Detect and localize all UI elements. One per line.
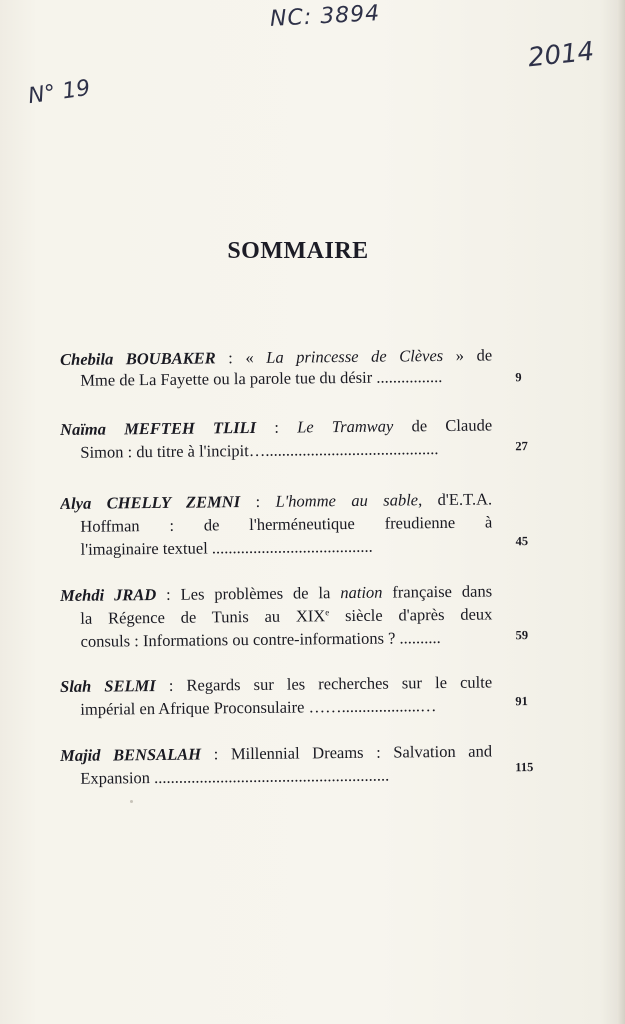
toc-entry-line	[60, 760, 540, 789]
entry-work-title: nation	[340, 582, 383, 603]
toc-entry-line	[60, 740, 492, 766]
page-number: 9	[515, 370, 522, 385]
toc-entry-line	[60, 603, 492, 629]
entry-work-title: Le Tramway	[297, 416, 394, 437]
entry-separator: :	[156, 584, 181, 604]
entry-title-text: française dans	[382, 581, 493, 602]
toc-entry-line	[60, 414, 492, 440]
handwritten-catalog-number: NC: 3894	[269, 1, 381, 32]
entry-title-text: de Claude	[393, 415, 493, 436]
entry-title-text: Expansion .........................................................	[80, 765, 390, 788]
handwritten-issue-number: N° 19	[26, 75, 92, 110]
entry-author: Majid BENSALAH	[60, 744, 202, 765]
entry-title-text: consuls : Informations ou contre-informations ? ..........	[80, 628, 441, 651]
entry-work-title: L'homme au sable	[275, 490, 419, 511]
entry-separator: :	[200, 744, 231, 764]
toc-entry-line	[60, 488, 492, 514]
entry-work-title: La princesse de Clèves	[266, 345, 444, 367]
toc-entry-line	[60, 511, 492, 537]
entry-title-text: Millennial Dreams : Salvation and	[230, 741, 493, 764]
toc-entry-line	[60, 437, 540, 463]
page-number: 45	[515, 534, 529, 549]
entry-title-text: » de	[443, 345, 493, 365]
entry-title-text: Simon : du titre à l'incipit…..........................................	[80, 439, 439, 462]
paper-speck	[130, 800, 133, 803]
entry-author: Mehdi JRAD	[60, 584, 157, 605]
entry-title-text: Hoffman : de l'herméneutique freudienne à	[80, 512, 493, 536]
entry-title-text: Les problèmes de la	[180, 583, 341, 604]
entry-separator: :	[255, 417, 298, 437]
toc-entry-line	[60, 694, 540, 720]
superscript: e	[325, 607, 330, 618]
entry-title-text: l'imaginaire textuel .......................................	[80, 536, 373, 559]
entry-author: Slah SELMI	[60, 675, 156, 696]
toc-entry	[60, 671, 540, 720]
toc-entry	[60, 740, 540, 789]
entry-author: Chebila BOUBAKER	[60, 348, 216, 369]
toc-entry-line	[60, 580, 492, 606]
entry-author: Naïma MEFTEH TLILI	[60, 417, 257, 439]
entry-title-text: , d'E.T.A.	[417, 489, 493, 510]
toc-entry	[60, 488, 541, 560]
toc-entry-line	[60, 534, 540, 560]
handwritten-year: 2014	[526, 36, 596, 74]
entry-title-text: siècle d'après deux	[329, 604, 493, 626]
page-number: 59	[515, 628, 529, 643]
entry-title-text: Regards sur les recherches sur le culte	[186, 672, 493, 695]
toc-entry	[60, 414, 540, 463]
page-number: 115	[515, 760, 534, 775]
entry-title-text: impérial en Afrique Proconsulaire ……...................…	[80, 696, 437, 719]
entry-separator: :	[155, 675, 187, 695]
page-title: SOMMAIRE	[227, 238, 369, 264]
entry-separator: :	[215, 348, 246, 368]
toc-entry	[60, 344, 540, 391]
entry-author: Alya CHELLY ZEMNI	[60, 492, 241, 513]
page-number: 27	[515, 439, 528, 454]
quote-open: «	[245, 347, 267, 368]
entry-separator: :	[239, 491, 276, 512]
entry-title-text: Mme de La Fayette ou la parole tue du désir ................	[80, 366, 443, 390]
toc-entry-line	[60, 365, 540, 391]
page-number: 91	[515, 694, 528, 709]
toc-entry	[60, 580, 541, 652]
toc-entry-line	[60, 671, 492, 697]
entry-title-text: la Régence de Tunis au XIX	[80, 606, 326, 628]
toc-entry-line	[60, 626, 540, 652]
